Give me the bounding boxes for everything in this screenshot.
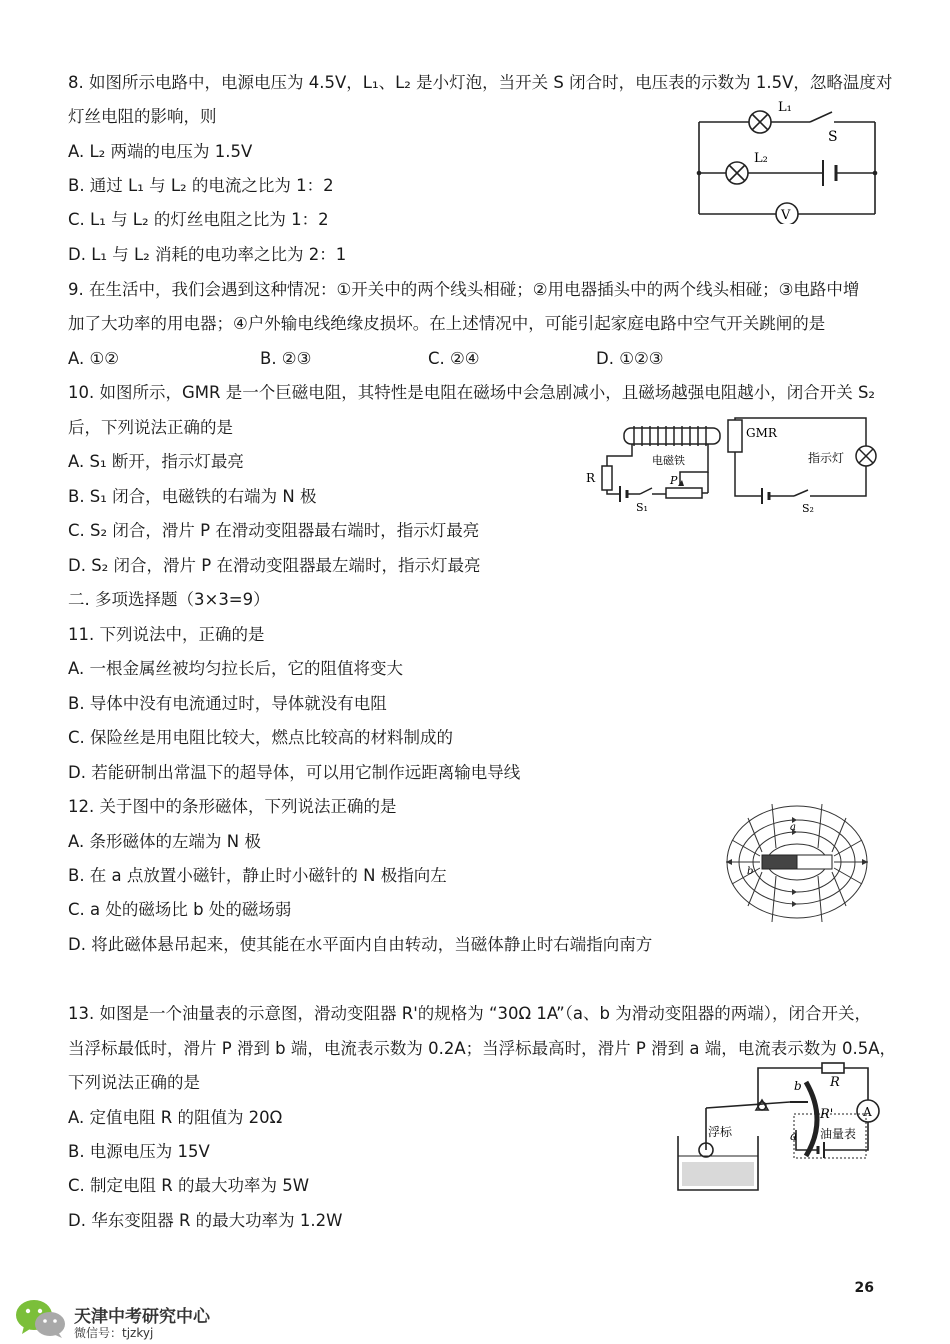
q13-label-a: a xyxy=(790,1129,798,1143)
q10-label-p: P xyxy=(670,474,678,487)
q13-label-oil-gauge: 油量表 xyxy=(820,1127,857,1141)
q9-option-c: C. ②④ xyxy=(428,349,480,368)
q10-label-gmr: GMR xyxy=(746,426,777,440)
q11-option-b: B. 导体中没有电流通过时，导体就没有电阻 xyxy=(68,694,387,713)
q13-stem-line1: 13. 如图是一个油量表的示意图，滑动变阻器 R'的规格为 “30Ω 1A”（a、b 为滑动变阻器的两端），闭合开关， xyxy=(68,1004,871,1023)
q12-stem: 12. 关于图中的条形磁体，下列说法正确的是 xyxy=(68,797,397,816)
q12-option-a: A. 条形磁体的左端为 N 极 xyxy=(68,832,261,851)
q13-oil-gauge-figure xyxy=(672,1060,886,1196)
q13-label-ammeter: A xyxy=(863,1105,872,1119)
q8-label-l1: L₁ xyxy=(778,100,792,115)
q12-option-b: B. 在 a 点放置小磁针，静止时小磁针的 N 极指向左 xyxy=(68,866,447,885)
q10-stem-line1: 10. 如图所示，GMR 是一个巨磁电阻，其特性是电阻在磁场中会急剧减小，且磁场越强电阻越小，闭合开关 S₂ xyxy=(68,383,876,402)
q11-stem: 11. 下列说法中，正确的是 xyxy=(68,625,265,644)
q8-option-d: D. L₁ 与 L₂ 消耗的电功率之比为 2：1 xyxy=(68,245,347,264)
q10-label-r: R xyxy=(586,471,596,485)
q13-stem-line3: 下列说法正确的是 xyxy=(68,1073,200,1092)
q9-stem-line2: 加了大功率的用电器；④户外输电线绝缘皮损坏。在上述情况中，可能引起家庭电路中空气开关跳闸的是 xyxy=(68,314,826,333)
q9-option-b: B. ②③ xyxy=(260,349,312,368)
q13-option-c: C. 制定电阻 R 的最大功率为 5W xyxy=(68,1176,310,1195)
q12-point-a: a xyxy=(790,822,796,833)
q8-option-b: B. 通过 L₁ 与 L₂ 的电流之比为 1：2 xyxy=(68,176,334,195)
q8-label-v: V xyxy=(781,208,791,223)
q10-option-c: C. S₂ 闭合，滑片 P 在滑动变阻器最右端时，指示灯最亮 xyxy=(68,521,480,540)
q8-stem-line2: 灯丝电阻的影响，则 xyxy=(68,107,217,126)
q10-label-indicator-lamp: 指示灯 xyxy=(808,451,845,465)
q13-label-r-prime: R' xyxy=(820,1107,834,1122)
q13-option-b: B. 电源电压为 15V xyxy=(68,1142,210,1161)
q9-stem-line1: 9. 在生活中，我们会遇到这种情况：①开关中的两个线头相碰；②用电器插头中的两个线头相碰；③电路中增 xyxy=(68,280,860,299)
q10-label-electromagnet: 电磁铁 xyxy=(652,454,685,467)
q11-option-d: D. 若能研制出常温下的超导体，可以用它制作远距离输电导线 xyxy=(68,763,521,782)
q8-label-s: S xyxy=(828,129,838,145)
q12-option-c: C. a 处的磁场比 b 处的磁场弱 xyxy=(68,900,292,919)
page-number: 26 xyxy=(854,1280,874,1296)
q8-stem-line1: 8. 如图所示电路中，电源电压为 4.5V，L₁、L₂ 是小灯泡，当开关 S 闭合时，电压表的示数为 1.5V，忽略温度对 xyxy=(68,73,893,92)
wechat-id: 微信号：tjzkyj xyxy=(74,1326,154,1340)
q13-option-d: D. 华东变阻器 R 的最大功率为 1.2W xyxy=(68,1211,343,1230)
q11-option-a: A. 一根金属丝被均匀拉长后，它的阻值将变大 xyxy=(68,659,403,678)
q10-gmr-circuit-figure xyxy=(582,412,882,516)
q9-option-d: D. ①②③ xyxy=(596,349,664,368)
q13-label-r: R xyxy=(830,1075,840,1090)
q12-point-b: b xyxy=(747,866,754,877)
q12-option-d: D. 将此磁体悬吊起来，使其能在水平面内自由转动，当磁体静止时右端指向南方 xyxy=(68,935,653,954)
q10-label-s2: S₂ xyxy=(802,502,814,515)
q10-option-a: A. S₁ 断开，指示灯最亮 xyxy=(68,452,244,471)
org-name: 天津中考研究中心 xyxy=(74,1307,210,1327)
q8-option-a: A. L₂ 两端的电压为 1.5V xyxy=(68,142,253,161)
section-2-heading: 二. 多项选择题（3×3=9） xyxy=(68,590,270,609)
q13-option-a: A. 定值电阻 R 的阻值为 20Ω xyxy=(68,1108,283,1127)
q8-label-l2: L₂ xyxy=(754,151,768,166)
q13-stem-line2: 当浮标最低时，滑片 P 滑到 b 端，电流表示数为 0.2A；当浮标最高时，滑片 P 滑到 a 端，电流表示数为 0.5A， xyxy=(68,1039,896,1058)
q11-option-c: C. 保险丝是用电阻比较大，燃点比较高的材料制成的 xyxy=(68,728,454,747)
q13-label-float: 浮标 xyxy=(708,1125,733,1139)
q10-option-d: D. S₂ 闭合，滑片 P 在滑动变阻器最左端时，指示灯最亮 xyxy=(68,556,481,575)
wechat-logo-icon xyxy=(14,1298,70,1344)
q10-stem-line2: 后，下列说法正确的是 xyxy=(68,418,233,437)
q10-label-s1: S₁ xyxy=(636,501,648,514)
q8-circuit-figure xyxy=(692,98,882,224)
q10-option-b: B. S₁ 闭合，电磁铁的右端为 N 极 xyxy=(68,487,317,506)
q8-option-c: C. L₁ 与 L₂ 的灯丝电阻之比为 1：2 xyxy=(68,210,329,229)
q9-option-a: A. ①② xyxy=(68,349,120,368)
q12-bar-magnet-figure xyxy=(722,800,872,928)
q13-label-b: b xyxy=(794,1079,802,1093)
